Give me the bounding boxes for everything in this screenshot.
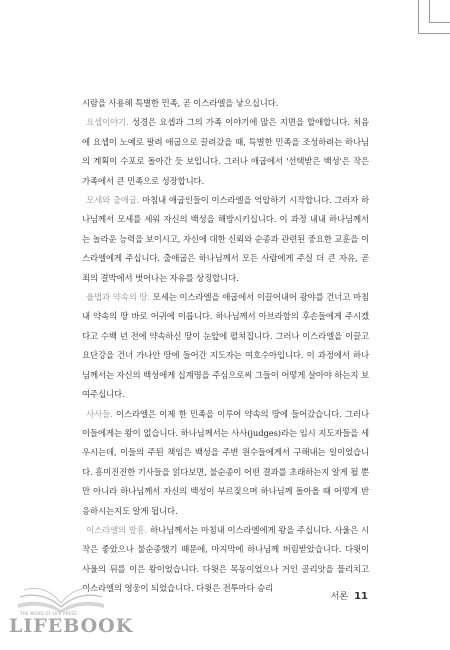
paragraph-text: 마침내 애굽인들이 이스라엘을 억압하기 시작합니다. 그러자 하나님께서 모세를 세워 자신의 백성을 해방시키십니다. 이 과정 내내 하나님께서는 놀라운 능력을 보이시고, 자신에 대한 신뢰와 순종과 관련된 중요한 교훈을 이스라엘에게 주십니다. 출애굽은 하나님께서 모든 사람에게 주실 더 큰 자유, 곧 죄의 결박에서 벗어나는 자유를 상징합니다. <box>82 195 369 283</box>
crop-mark <box>429 0 430 22</box>
paragraph-text: 시람을 사용해 특별한 민족, 곧 이스라엘을 낳으십니다. <box>82 98 279 108</box>
crop-mark <box>429 22 450 23</box>
paragraph-text: 이스라엘은 이제 한 민족을 이루어 약속의 땅에 들어갔습니다. 그러나 이들에게는 왕이 없습니다. 하나님께서는 사사(judges)라는 임시 지도자들을 세우시는데, 이들의 주된 책임은 백성을 주변 원수들에게서 구해내는 일이었습니다. 흥미진진한 기사들을 읽다보면, 불순종이 어떤 결과를 초래하는지 알게 될 뿐만 아니라 하나님께서 자신의 백성이 부르짖으며 하나님께 돌아올 때 어떻게 반응하시는지도 알게 됩니다. <box>82 408 369 516</box>
paragraph <box>82 191 369 288</box>
paragraph-heading: 율법과 약속의 땅. <box>86 292 151 303</box>
brand-wordmark: LIFEBOOK <box>9 615 134 637</box>
paragraph <box>82 405 369 521</box>
page-footer <box>331 589 368 602</box>
body-text <box>82 94 369 599</box>
paragraph-text: 성경은 요셉과 그의 가족 이야기에 많은 지면을 할애합니다. 처음에 요셉이 노예로 팔려 애굽으로 끌려갔을 때, 특별한 민족을 조성하려는 하나님의 계획이 수포로 돌아간 듯 보입니다. 그러나 애굽에서 '선택받은 백성'은 작은 가족에서 큰 민족으로 성장합니다. <box>82 117 369 186</box>
page-number: 11 <box>354 591 368 602</box>
crop-mark <box>418 33 450 34</box>
paragraph <box>82 521 369 599</box>
paragraph-text: 하나님께서는 마침내 이스라엘에게 왕을 주십니다. 사울은 시작은 좋았으나 불순종했기 때문에, 마지막에 하나님께 버림받았습니다. 다윗이 사울의 뒤를 이은 왕이었습니다. 다윗은 목동이었으나 거인 골리앗을 물리치고 이스라엘의 영웅이 되었습니다. 다윗은 전투마다 승리 <box>82 524 369 594</box>
paragraph-heading: 이스라엘의 발흥. <box>86 524 148 535</box>
crop-mark <box>418 0 419 34</box>
paragraph-heading: 사사들. <box>86 408 113 419</box>
paragraph-heading: 모세와 출애굽. <box>86 195 140 206</box>
open-book-icon <box>6 580 116 614</box>
brand-tagline: THE WORD OF LIFE PRESS <box>20 611 77 616</box>
paragraph <box>82 288 369 404</box>
publisher-logo <box>6 580 134 637</box>
paragraph-text: 모세는 이스라엘을 애굽에서 이끌어내어 광야를 건너고 마침내 약속의 땅 바로 어귀에 이릅니다. 하나님께서 아브라함의 후손들에게 주시겠다고 수백 년 전에 약속하신 땅이 눈앞에 펼쳐집니다. 그러나 이스라엘을 이끌고 요단강을 건너 가나안 땅에 들어간 지도자는 여호수아입니다. 이 과정에서 하나님께서는 자신의 백성에게 십계명을 주심으로써 그들이 어떻게 살아야 하는지 보여주십니다. <box>82 292 369 400</box>
paragraph <box>82 94 369 113</box>
section-title: 서론 <box>330 592 349 602</box>
paragraph <box>82 113 369 191</box>
paragraph-heading: 요셉이야기. <box>86 117 129 128</box>
